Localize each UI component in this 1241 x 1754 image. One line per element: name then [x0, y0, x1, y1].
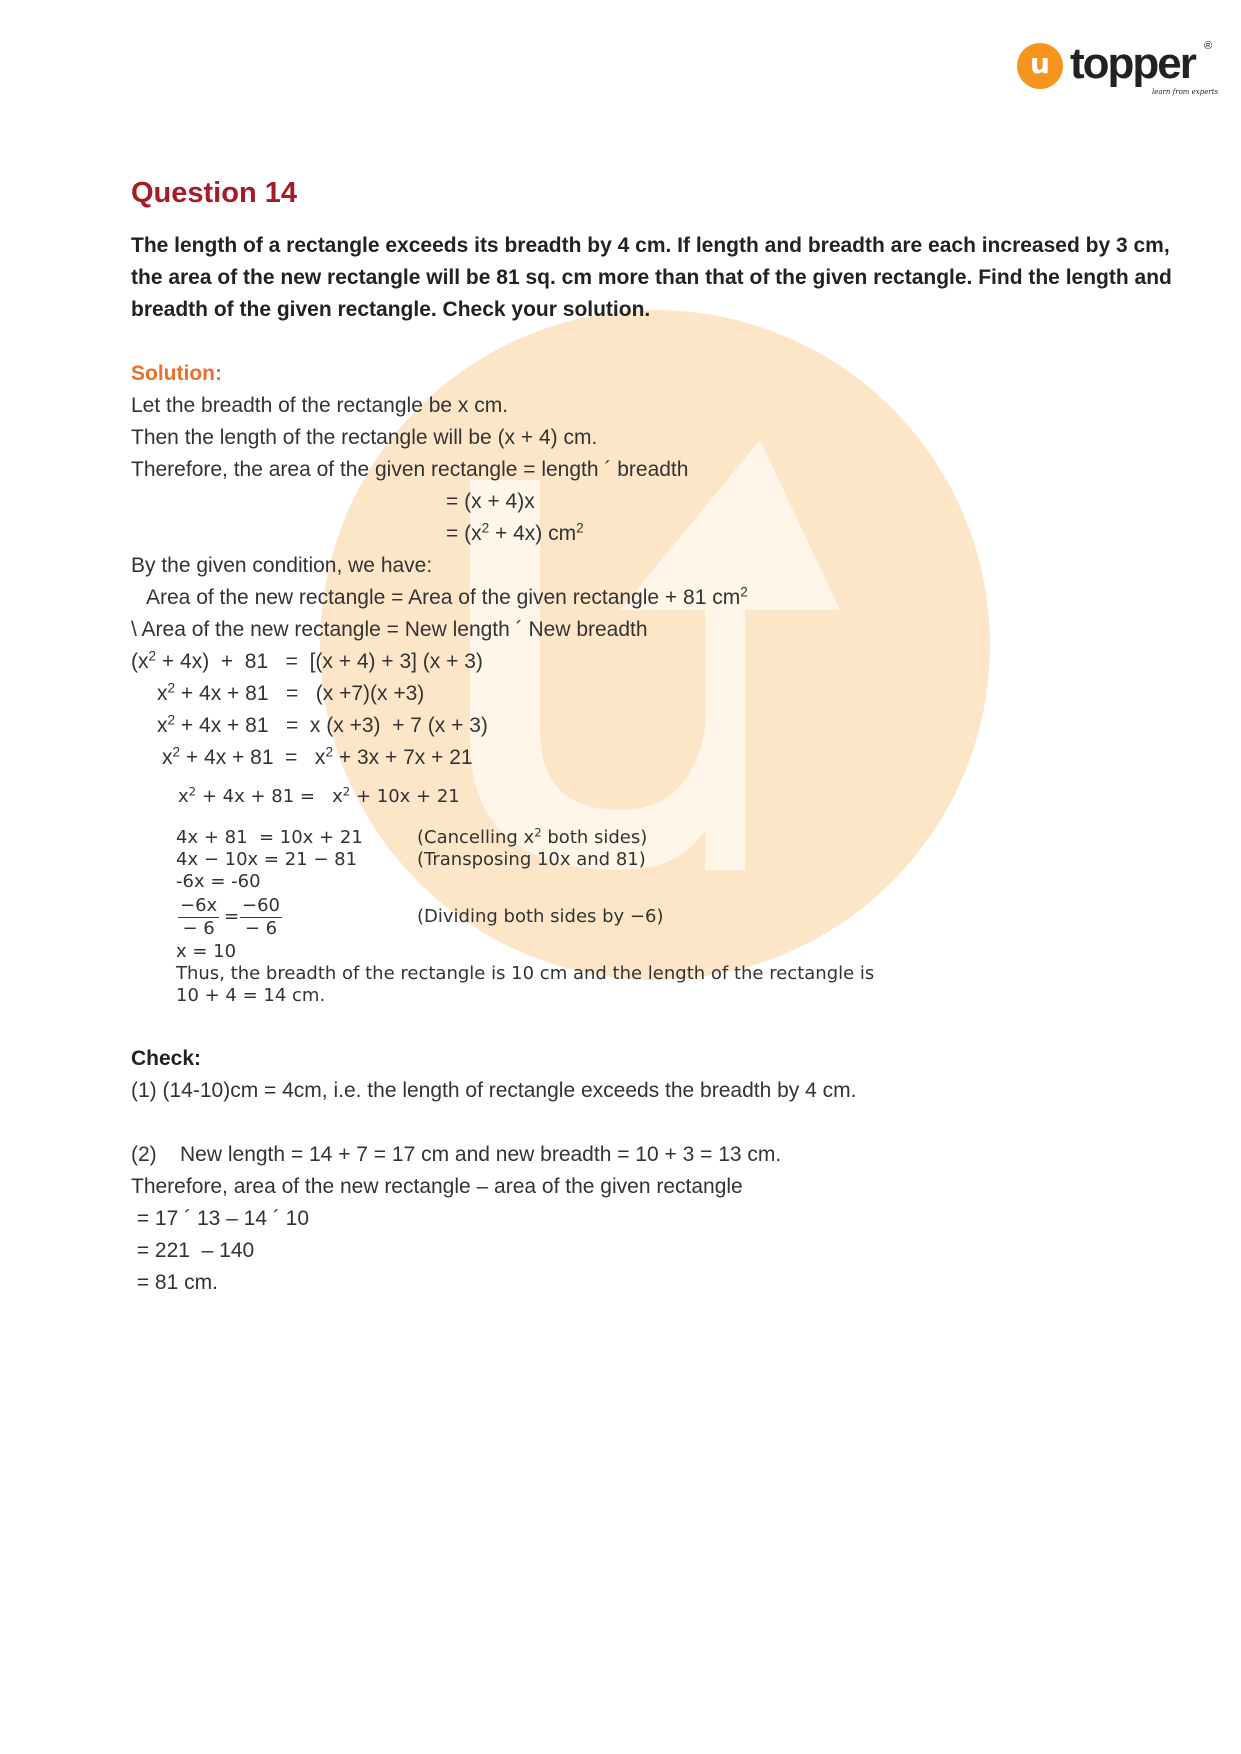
registered-mark: ®	[1204, 40, 1213, 52]
equation-line: $x^2 + 4x + 81 = x$ (x +3) + 7 (x + 3)	[157, 712, 488, 737]
equation-line: $x^2 + 4x + 81 = (x +7)(x +3)$	[157, 680, 425, 705]
question-line-2: the area of the new rectangle will be 81 sq. cm more than that of the given rectangle. Find the length and	[131, 266, 1172, 289]
working-note: (Cancelling $x^2$ both sides)	[417, 825, 648, 848]
solution-line: Then the length of the rectangle will be (x + 4) cm.	[131, 426, 598, 449]
solution-line: Area of the new rectangle = Area of the given rectangle + 81 $cm^2$	[146, 584, 748, 609]
fraction-denominator: − 6	[244, 918, 278, 939]
working-note: (Dividing both sides by −6)	[417, 906, 664, 927]
check-line: (2) New length = 14 + 7 = 17 cm and new breadth = 10 + 3 = 13 cm.	[131, 1143, 782, 1166]
fraction-equals: =	[224, 906, 240, 927]
check-line: (1) (14-10)cm = 4cm, i.e. the length of rectangle exceeds the breadth by 4 cm.	[131, 1079, 857, 1102]
fraction-right	[240, 895, 282, 940]
logo-tagline: learn from experts	[1152, 88, 1219, 96]
working-line: 10 + 4 = 14 cm.	[176, 985, 326, 1006]
question-title: Question 14	[131, 177, 297, 209]
solution-line: Let the breadth of the rectangle be x cm.	[131, 394, 509, 417]
working-note: (Transposing 10x and 81)	[417, 849, 646, 870]
check-line: = 17 ´ 13 – 14 ´ 10	[131, 1207, 310, 1230]
equation-line: $x^2 + 4x + 81 = x^2 + 3x + 7x + 21$	[162, 744, 473, 769]
solution-line: Therefore, the area of the given rectangle = length ´ breadth	[131, 458, 689, 481]
equation-line: $(x^2 + 4x) + 81 = [(x + 4) + 3] (x + 3)$	[131, 648, 483, 673]
working-line: 4x − 10x = 21 − 81	[176, 849, 358, 870]
solution-line: By the given condition, we have:	[131, 554, 433, 577]
check-line: = 221 – 140	[131, 1239, 255, 1262]
check-line: = 81 cm.	[131, 1271, 218, 1294]
fraction-left	[178, 895, 219, 940]
working-line: Thus, the breadth of the rectangle is 10 cm and the length of the rectangle is	[176, 963, 875, 984]
solution-label: Solution:	[131, 362, 222, 385]
solution-line: = (x + 4)x	[446, 490, 535, 513]
solution-line: = $(x^2 + 4x)$ $cm^2$	[446, 520, 584, 545]
fraction-numerator: −6x	[180, 895, 218, 916]
fraction-denominator: − 6	[182, 918, 215, 939]
equation-line: $x^2 + 4x + 81 = x^2 + 10x + 21$	[178, 784, 460, 807]
logo-wordmark: topper	[1070, 39, 1195, 88]
working-line: x = 10	[176, 941, 237, 962]
question-line-3: breadth of the given rectangle. Check your solution.	[131, 298, 651, 321]
working-line: -6x = -60	[176, 871, 261, 892]
fraction-numerator: −60	[242, 895, 280, 916]
topper-logo	[1017, 38, 1217, 98]
check-line: Therefore, area of the new rectangle – area of the given rectangle	[131, 1175, 743, 1198]
question-line-1: The length of a rectangle exceeds its breadth by 4 cm. If length and breadth are each increased by 3 cm,	[131, 234, 1170, 257]
working-line: 4x + 81 = 10x + 21	[176, 827, 363, 848]
logo-badge-letter: u	[1030, 47, 1050, 80]
solution-line: \ Area of the new rectangle = New length ´ New breadth	[131, 618, 648, 641]
check-label: Check:	[131, 1047, 202, 1070]
